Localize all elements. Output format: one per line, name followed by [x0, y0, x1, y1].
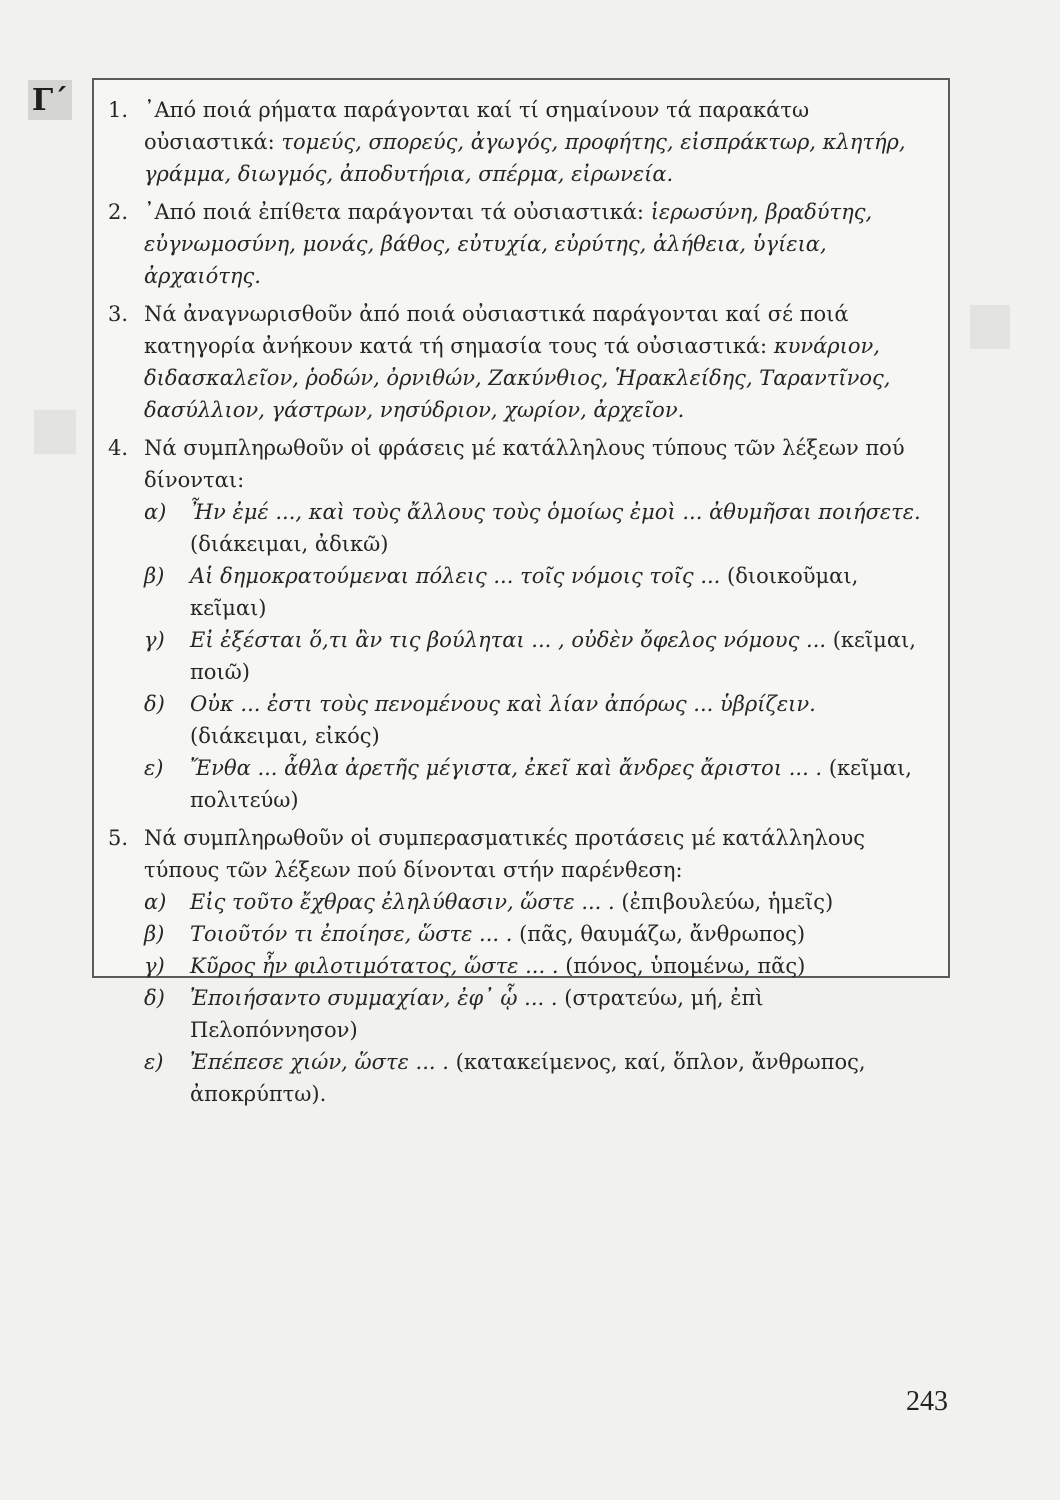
bleed-through-block: [34, 410, 76, 454]
item-label: β): [144, 922, 165, 946]
item-sentence: Κῦρος ἦν φιλοτιμότατος, ὥστε ... .: [190, 954, 559, 978]
item-label: ε): [144, 756, 164, 780]
item-label: ε): [144, 1050, 164, 1074]
page-number: 243: [906, 1386, 948, 1417]
item-sentence: Τοιοῦτόν τι ἐποίησε, ὥστε ... .: [190, 922, 513, 946]
item-hint: (κεῖμαι, πολιτεύω): [190, 756, 912, 812]
sentence-item: [144, 688, 922, 752]
exercise-1: [108, 94, 922, 190]
exercise-number: 4.: [108, 436, 129, 460]
item-sentence: Ἔνθα ... ἆθλα ἀρετῆς μέγιστα, ἐκεῖ καὶ ἄνδρες ἄριστοι ... .: [190, 756, 823, 780]
item-hint: (διάκειμαι, εἰκός): [190, 724, 380, 748]
exercise-prompt: Νά ἀναγνωρισθοῦν ἀπό ποιά οὐσιαστικά παράγονται καί σέ ποιά κατηγορία ἀνήκουν κατά τή σημασία τους τά οὐσιαστικά:: [144, 302, 849, 358]
sentence-item: [144, 560, 922, 624]
item-hint: (κεῖμαι, ποιῶ): [190, 628, 916, 684]
sentence-item: [144, 624, 922, 688]
sentence-item: [144, 1046, 922, 1110]
item-sentence: Αἱ δημοκρατούμεναι πόλεις ... τοῖς νόμοις τοῖς ...: [190, 564, 721, 588]
exercise-words: ἱερωσύνη, βραδύτης, εὐγνωμοσύνη, μονάς, βάθος, εὐτυχία, εὐρύτης, ἀλήθεια, ὑγίεια, ἀρχαιότης.: [144, 200, 873, 288]
item-label: α): [144, 500, 167, 524]
exercise-prompt: ᾿Από ποιά ἐπίθετα παράγονται τά οὐσιαστικά:: [144, 200, 651, 224]
sentence-item: [144, 496, 922, 560]
exercise-number: 2.: [108, 200, 129, 224]
section-label: Γ΄: [28, 80, 72, 120]
item-label: γ): [144, 628, 165, 652]
item-hint: (πᾶς, θαυμάζω, ἄνθρωπος): [519, 922, 806, 946]
exercise-prompt: Νά συμπληρωθοῦν οἱ φράσεις μέ κατάλληλους τύπους τῶν λέξεων πού δίνονται:: [144, 436, 905, 492]
item-sentence: Ἐποιήσαντο συμμαχίαν, ἐφ᾿ ᾧ ... .: [190, 986, 558, 1010]
item-hint: (στρατεύω, μή, ἐπὶ Πελοπόννησον): [190, 986, 764, 1042]
exercise-number: 3.: [108, 302, 129, 326]
sentence-item: [144, 950, 922, 982]
item-sentence: Εἰ ἐξέσται ὅ,τι ἂν τις βούληται ... , οὐδὲν ὄφελος νόμους ...: [190, 628, 827, 652]
exercise-prompt: Νά συμπληρωθοῦν οἱ συμπερασματικές προτάσεις μέ κατάλληλους τύπους τῶν λέξεων πού δίνονται στήν παρένθεση:: [144, 826, 866, 882]
exercise-number: 1.: [108, 98, 129, 122]
sentence-item: [144, 918, 922, 950]
item-sentence: Ἐπέπεσε χιών, ὥστε ... .: [190, 1050, 449, 1074]
exercise-words: κυνάριον, διδασκαλεῖον, ῥοδών, ὀρνιθών, Ζακύνθιος, Ἡρακλείδης, Ταραντῖνος, δασύλλιον, γάστρων, νησύδριον, χωρίον, ἀρχεῖον.: [144, 334, 891, 422]
exercise-box: [92, 78, 950, 1106]
item-label: γ): [144, 954, 165, 978]
item-hint: (ἐπιβουλεύω, ἡμεῖς): [621, 890, 834, 914]
item-hint: (διοικοῦμαι, κεῖμαι): [190, 564, 859, 620]
exercise-number: 5.: [108, 826, 129, 850]
exercise-3: [108, 298, 922, 426]
sentence-item: [144, 886, 922, 918]
item-label: α): [144, 890, 167, 914]
item-sentence: Οὐκ ... ἐστι τοὺς πενομένους καὶ λίαν ἀπόρως ... ὑβρίζειν.: [190, 692, 816, 716]
item-label: β): [144, 564, 165, 588]
sentence-item: [144, 982, 922, 1046]
exercise-prompt: ᾿Από ποιά ρήματα παράγονται καί τί σημαίνουν τά παρακάτω οὐσιαστικά:: [144, 98, 810, 154]
item-label: δ): [144, 692, 165, 716]
item-sentence: Εἰς τοῦτο ἔχθρας ἐληλύθασιν, ὥστε ... .: [190, 890, 615, 914]
item-hint: (διάκειμαι, ἀδικῶ): [190, 532, 389, 556]
sentence-item: [144, 752, 922, 816]
exercise-5: [108, 822, 922, 1110]
exercise-words: τομεύς, σπορεύς, ἀγωγός, προφήτης, εἰσπράκτωρ, κλητήρ, γράμμα, διωγμός, ἀποδυτήρια, σπέρμα, εἰρωνεία.: [144, 130, 906, 186]
item-hint: (κατακείμενος, καί, ὅπλον, ἄνθρωπος, ἀποκρύπτω).: [190, 1050, 866, 1106]
item-label: δ): [144, 986, 165, 1010]
item-sentence: Ἦν ἐμέ ..., καὶ τοὺς ἄλλους τοὺς ὁμοίως ἐμοὶ ... ἀθυμῆσαι ποιήσετε.: [190, 500, 921, 524]
exercise-4: [108, 432, 922, 816]
exercise-2: [108, 196, 922, 292]
bleed-through-block: [970, 305, 1010, 349]
item-hint: (πόνος, ὑπομένω, πᾶς): [565, 954, 806, 978]
